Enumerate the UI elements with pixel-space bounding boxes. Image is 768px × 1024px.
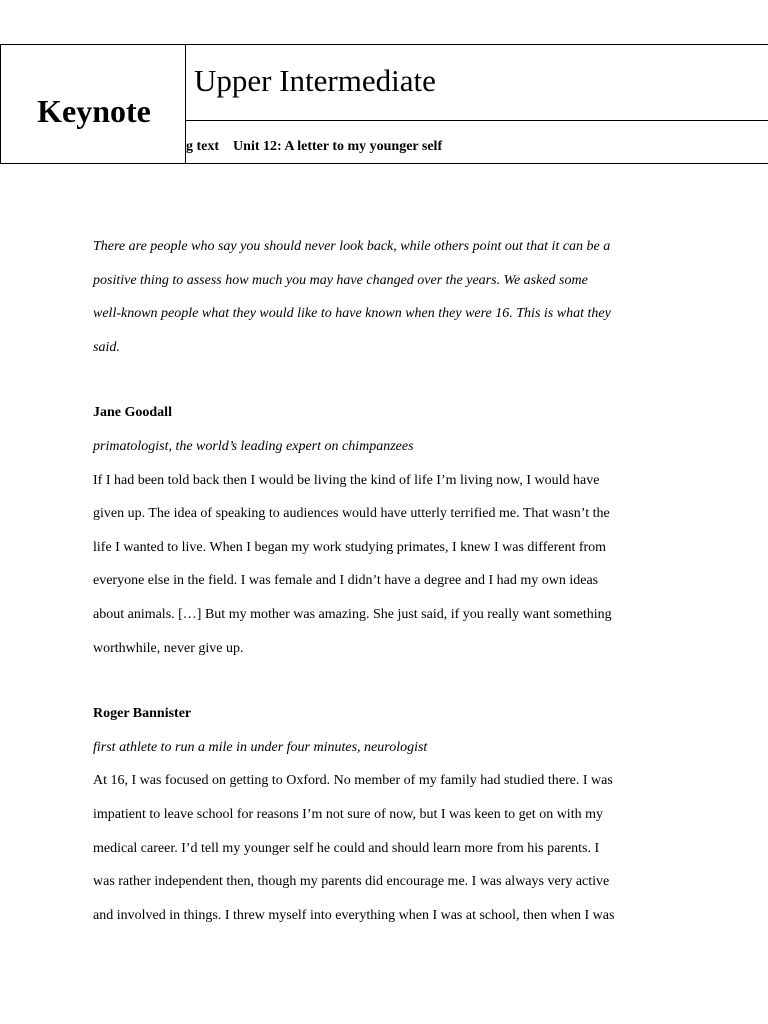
intro-line: positive thing to assess how much you may have changed over the years. We asked some xyxy=(93,272,588,288)
profile-name: Jane Goodall xyxy=(93,405,172,421)
level-cell xyxy=(186,45,768,121)
paragraph-line: worthwhile, never give up. xyxy=(93,640,244,656)
document-header xyxy=(0,44,768,164)
paragraph-line: everyone else in the field. I was female and I didn’t have a degree and I had my own ideas xyxy=(93,573,599,589)
profile-roger-bannister xyxy=(93,704,683,939)
paragraph-line: medical career. I’d tell my younger self he could and should learn more from his parents. I xyxy=(93,840,600,856)
paragraph-line: impatient to leave school for reasons I’m not sure of now, but I was keen to get on with my xyxy=(93,806,603,822)
paragraph-line: and involved in things. I threw myself into everything when I was at school, then when I was xyxy=(93,907,615,923)
profile-name: Roger Bannister xyxy=(93,706,192,722)
subtitle xyxy=(186,139,442,155)
profile-role: primatologist, the world’s leading expert on chimpanzees xyxy=(93,438,414,454)
paragraph-line: life I wanted to live. When I began my work studying primates, I knew I was different from xyxy=(93,539,607,555)
intro-line: said. xyxy=(93,339,120,355)
unit-title: Unit 12: A letter to my younger self xyxy=(233,139,443,154)
section-label: g text xyxy=(186,139,220,154)
brand-title: Keynote xyxy=(37,93,151,129)
paragraph-line: If I had been told back then I would be living the kind of life I’m living now, I would have xyxy=(93,472,600,488)
paragraph-line: given up. The idea of speaking to audiences would have utterly terrified me. That wasn’t the xyxy=(93,506,610,522)
intro-paragraph xyxy=(93,237,683,371)
profile-jane-goodall xyxy=(93,403,683,672)
paragraph-line: was rather independent then, though my parents did encourage me. I was always very active xyxy=(93,874,610,890)
brand-cell xyxy=(0,45,186,163)
intro-line: well-known people what they would like to have known when they were 16. This is what they xyxy=(93,306,611,322)
intro-line: There are people who say you should never look back, while others point out that it can be a xyxy=(93,239,611,254)
course-level: Upper Intermediate xyxy=(194,63,436,98)
paragraph-line: At 16, I was focused on getting to Oxford. No member of my family had studied there. I was xyxy=(93,773,613,789)
article-body xyxy=(93,237,683,939)
paragraph-line: about animals. […] But my mother was amazing. She just said, if you really want something xyxy=(93,606,612,622)
subtitle-cell xyxy=(186,121,768,163)
profile-role: first athlete to run a mile in under four minutes, neurologist xyxy=(93,739,428,755)
